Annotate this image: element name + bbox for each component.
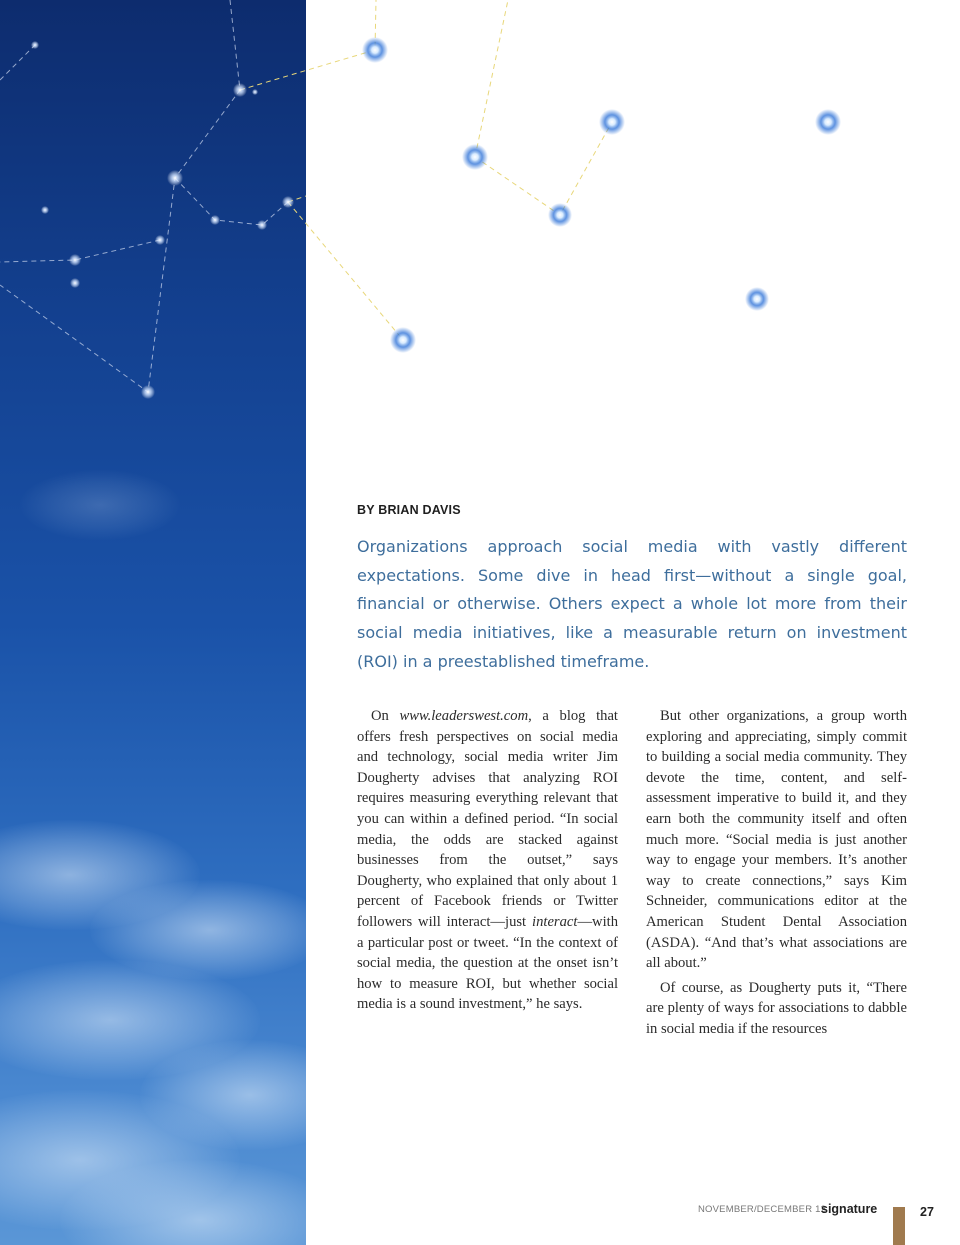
paragraph: Of course, as Dougherty puts it, “There are plenty of ways for associations to dabble in social media if the resources <box>646 979 907 1037</box>
article-dek: Organizations approach social media with vastly different expectations. Some dive in head first—without a single goal, financial or otherwise. Others expect a whole lot more from their social media initiatives, like a measurable return on investment (ROI) in a preestablished timeframe. <box>357 537 907 671</box>
paragraph: But other organizations, a group worth exploring and appreciating, simply commit to building a social media community. They devote the time, content, and self-assessment imperative to build it, and they earn both the community itself and often much more. “Social media is just another way to engage your members. It’s another way to create connections,” says Kim Schneider, communications editor at the American Student Dental Association (ASDA). “And that’s what associations are all about.” <box>646 708 907 972</box>
blue-stars <box>362 37 841 353</box>
emphasis-text: interact <box>532 913 578 930</box>
white-stars <box>31 41 294 399</box>
text-run: —with a particular post or tweet. “In the context of social media, the question at the onset isn’t how to measure ROI, but whether social media is a sound investment,” he says. <box>357 913 618 1013</box>
paragraph <box>357 706 618 1015</box>
blog-link[interactable]: www.leaderswest.com <box>399 708 529 724</box>
dashed-lines-on-sky <box>0 0 288 392</box>
issue-date: NOVEMBER/DECEMBER 12 <box>698 1204 827 1215</box>
constellation-illustration <box>0 0 960 460</box>
article-column-right <box>646 706 907 1044</box>
text-run: , a blog that offers fresh perspectives on social media and technology, social media writer Jim Dougherty advises that analyzing ROI requires measuring everything relevant that you can within a defined period. “In social media, the odds are stacked against businesses from the outset,” says Dougherty, who explained that only about 1 percent of Facebook friends or Twitter followers will interact—just <box>357 708 618 930</box>
page-number: 27 <box>920 1205 934 1219</box>
byline: BY BRIAN DAVIS <box>357 503 461 517</box>
article-column-left <box>357 706 618 1019</box>
footer-accent-bar <box>893 1207 905 1245</box>
magazine-brand: signature <box>821 1202 878 1216</box>
text-run: On <box>371 708 400 724</box>
cloud <box>20 470 180 540</box>
dashed-lines-on-page <box>240 0 612 340</box>
